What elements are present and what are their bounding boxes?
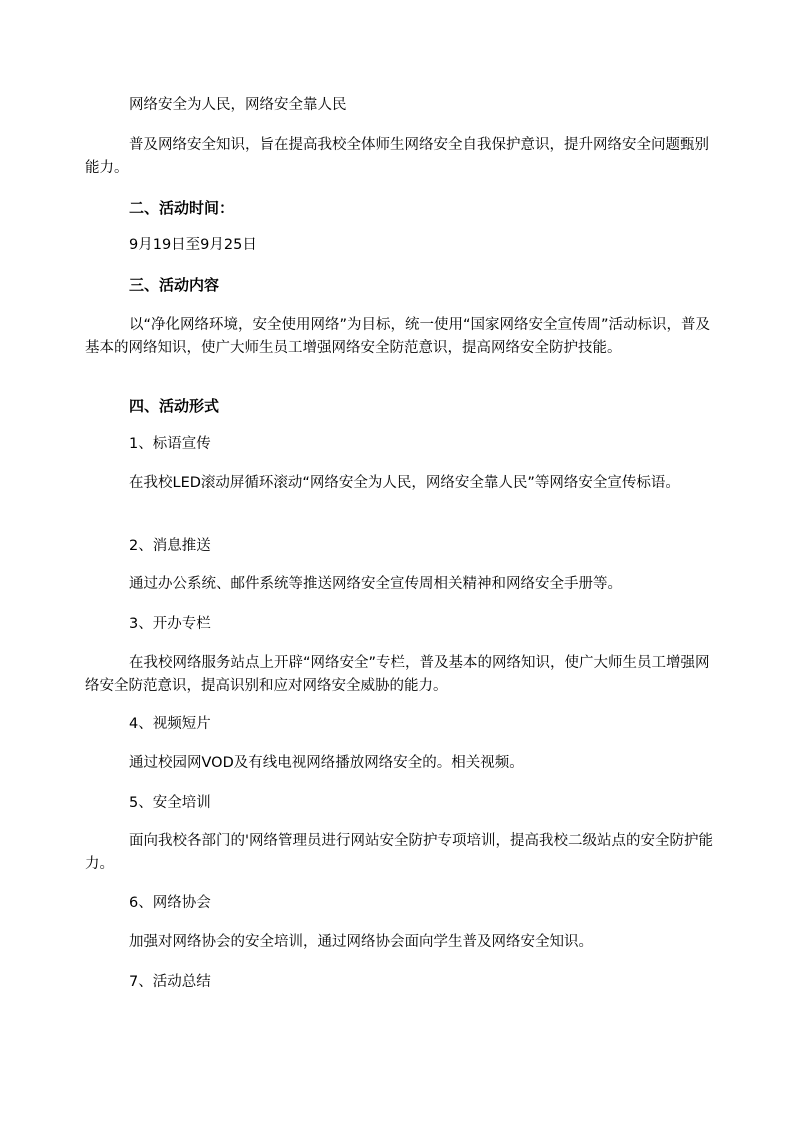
item-title-training: 5、安全培训 xyxy=(129,795,211,811)
item-title-summary: 7、活动总结 xyxy=(129,974,211,990)
paragraph-video: 通过校园网VOD及有线电视网络播放网络安全的。相关视频。 xyxy=(129,755,524,771)
paragraph-training: 面向我校各部门的'网络管理员进行网站安全防护专项培训，提高我校二级站点的安全防护能力。 xyxy=(85,833,713,872)
paragraph-column: 在我校网络服务站点上开辟“网络安全”专栏，普及基本的网络知识，使广大师生员工增强网络安全防范意识，提高识别和应对网络安全威胁的能力。 xyxy=(85,655,710,694)
paragraph-slogan: 网络安全为人民，网络安全靠人民 xyxy=(129,97,347,113)
item-title-slogan-promotion: 1、标语宣传 xyxy=(129,436,211,452)
paragraph-dates: 9月19日至9月25日 xyxy=(129,237,257,253)
item-title-message-push: 2、消息推送 xyxy=(129,538,211,554)
item-title-video: 4、视频短片 xyxy=(129,716,211,732)
heading-activity-forms: 四、活动形式 xyxy=(129,397,220,415)
paragraph-slogan-promotion: 在我校LED滚动屏循环滚动“网络安全为人民，网络安全靠人民”等网络安全宣传标语。 xyxy=(129,475,680,491)
item-title-association: 6、网络协会 xyxy=(129,895,211,911)
paragraph-purpose: 普及网络安全知识，旨在提高我校全体师生网络安全自我保护意识，提升网络安全问题甄别能力。 xyxy=(85,137,709,176)
paragraph-message-push: 通过办公系统、邮件系统等推送网络安全宣传周相关精神和网络安全手册等。 xyxy=(129,576,622,592)
paragraph-content: 以“净化网络环境，安全使用网络”为目标，统一使用“国家网络安全宣传周”活动标识，普及基本的网络知识，使广大师生员工增强网络安全防范意识，提高网络安全防护技能。 xyxy=(85,317,711,356)
item-title-column: 3、开办专栏 xyxy=(129,616,211,632)
heading-activity-time: 二、活动时间： xyxy=(129,199,235,217)
paragraph-association: 加强对网络协会的安全培训，通过网络协会面向学生普及网络安全知识。 xyxy=(129,934,593,950)
heading-activity-content: 三、活动内容 xyxy=(129,276,220,294)
